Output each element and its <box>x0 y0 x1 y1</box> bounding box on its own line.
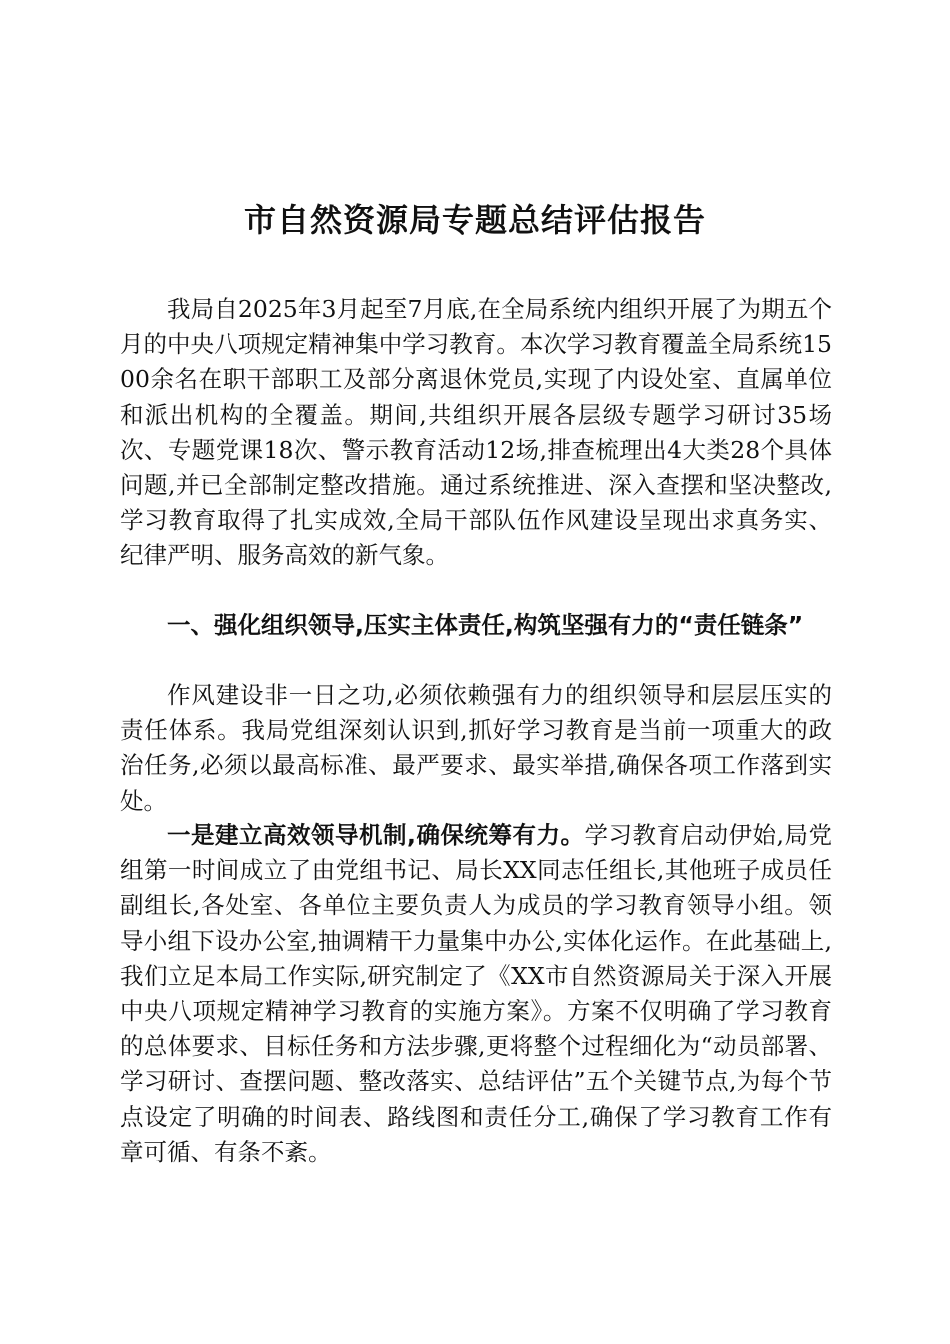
intro-paragraph: 我局自2025年3月起至7月底,在全局系统内组织开展了为期五个月的中央八项规定精神集中学习教育。本次学习教育覆盖全局系统1500余名在职干部职工及部分离退休党员,实现了内设处室、直属单位和派出机构的全覆盖。期间,共组织开展各层级专题学习研讨35场次、专题党课18次、警示教育活动12场,排查梳理出4大类28个具体问题,并已全部制定整改措施。通过系统推进、深入查摆和坚决整改,学习教育取得了扎实成效,全局干部队伍作风建设呈现出求真务实、纪律严明、服务高效的新气象。 <box>120 295 832 570</box>
point-one-lead: 一是建立高效领导机制,确保统筹有力。 <box>167 821 585 849</box>
section-intro-paragraph: 作风建设非一日之功,必须依赖强有力的组织领导和层层压实的责任体系。我局党组深刻认识到,抓好学习教育是当前一项重大的政治任务,必须以最高标准、最严要求、最实举措,确保各项工作落到实处。 <box>120 681 832 815</box>
point-one-body: 学习教育启动伊始,局党组第一时间成立了由党组书记、局长XX同志任组长,其他班子成员任副组长,各处室、各单位主要负责人为成员的学习教育领导小组。领导小组下设办公室,抽调精干力量集中办公,实体化运作。在此基础上,我们立足本局工作实际,研究制定了《XX市自然资源局关于深入开展中央八项规定精神学习教育的实施方案》。方案不仅明确了学习教育的总体要求、目标任务和方法步骤,更将整个过程细化为“动员部署、学习研讨、查摆问题、整改落实、总结评估”五个关键节点,为每个节点设定了明确的时间表、路线图和责任分工,确保了学习教育工作有章可循、有条不紊。 <box>120 821 832 1166</box>
document-title: 市自然资源局专题总结评估报告 <box>243 201 706 239</box>
section-heading: 一、强化组织领导,压实主体责任,构筑坚强有力的“责任链条” <box>167 611 804 639</box>
point-one-paragraph <box>120 818 832 1170</box>
